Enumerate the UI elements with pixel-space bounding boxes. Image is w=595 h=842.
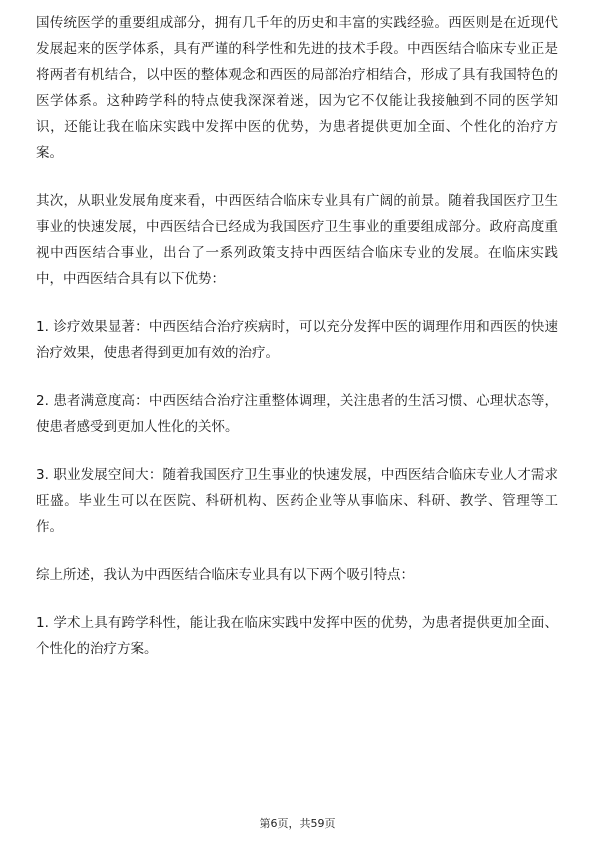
paragraph-2: 其次，从职业发展角度来看，中西医结合临床专业具有广阔的前景。随着我国医疗卫生事业的快速发展，中西医结合已经成为我国医疗卫生事业的重要组成部分。政府高度重视中西医结合事业，出台了一系列政策支持中西医结合临床专业的发展。在临床实践中，中西医结合具有以下优势： (36, 193, 558, 287)
page-number-footer: 第6页，共59页 (259, 817, 336, 830)
paragraph-4: 2. 患者满意度高：中西医结合治疗注重整体调理，关注患者的生活习惯、心理状态等，使患者感受到更加人性化的关怀。 (36, 393, 558, 435)
paragraph-7: 1. 学术上具有跨学科性，能让我在临床实践中发挥中医的优势，为患者提供更加全面、个性化的治疗方案。 (36, 615, 558, 657)
paragraph-1: 国传统医学的重要组成部分，拥有几千年的历史和丰富的实践经验。西医则是在近现代发展起来的医学体系，具有严谨的科学性和先进的技术手段。中西医结合临床专业正是将两者有机结合，以中医的整体观念和西医的局部治疗相结合，形成了具有我国特色的医学体系。这种跨学科的特点使我深深着迷，因为它不仅能让我接触到不同的医学知识，还能让我在临床实践中发挥中医的优势，为患者提供更加全面、个性化的治疗方案。 (36, 15, 558, 161)
document-body (36, 10, 558, 684)
paragraph-6: 综上所述，我认为中西医结合临床专业具有以下两个吸引特点： (36, 567, 414, 583)
paragraph-3: 1. 诊疗效果显著：中西医结合治疗疾病时，可以充分发挥中医的调理作用和西医的快速治疗效果，使患者得到更加有效的治疗。 (36, 319, 558, 361)
paragraph-5: 3. 职业发展空间大：随着我国医疗卫生事业的快速发展，中西医结合临床专业人才需求旺盛。毕业生可以在医院、科研机构、医药企业等从事临床、科研、教学、管理等工作。 (36, 467, 558, 535)
